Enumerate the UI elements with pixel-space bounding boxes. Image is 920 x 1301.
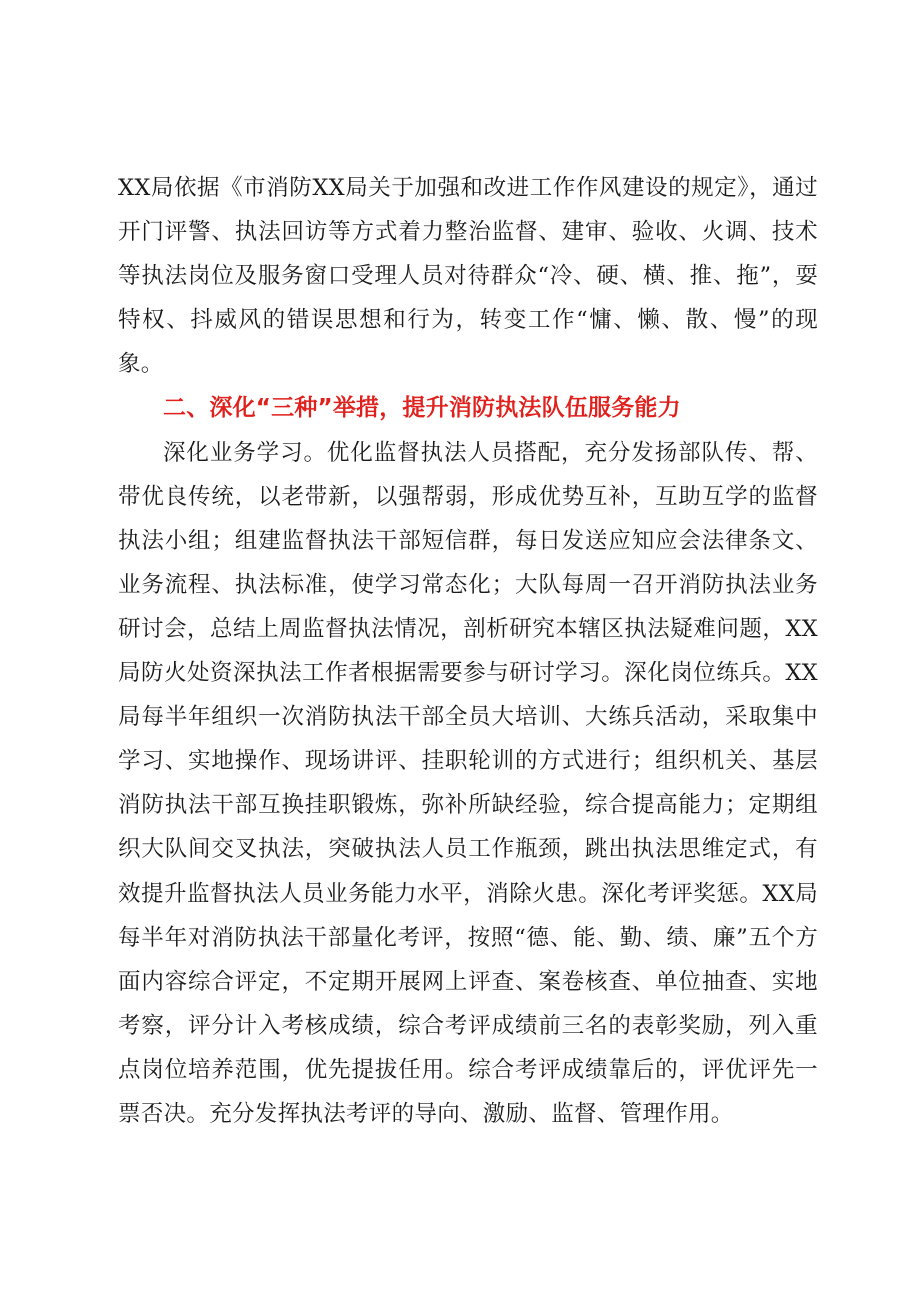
document-body (118, 166, 818, 1136)
paragraph-measures: 深化业务学习。优化监督执法人员搭配，充分发扬部队传、帮、带优良传统，以老带新，以强帮弱，形成优势互补，互助互学的监督执法小组；组建监督执法干部短信群，每日发送应知应会法律条文、业务流程、执法标准，使学习常态化；大队每周一召开消防执法业务研讨会，总结上周监督执法情况，剖析研究本辖区执法疑难问题，XX局防火处资深执法工作者根据需要参与研讨学习。深化岗位练兵。XX局每半年组织一次消防执法干部全员大培训、大练兵活动，采取集中学习、实地操作、现场讲评、挂职轮训的方式进行；组织机关、基层消防执法干部互换挂职锻炼，弥补所缺经验，综合提高能力；定期组织大队间交叉执法，突破执法人员工作瓶颈，跳出执法思维定式，有效提升监督执法人员业务能力水平，消除火患。深化考评奖惩。XX局每半年对消防执法干部量化考评，按照“德、能、勤、绩、廉”五个方面内容综合评定，不定期开展网上评查、案卷核查、单位抽查、实地考察，评分计入考核成绩，综合考评成绩前三名的表彰奖励，列入重点岗位培养范围，优先提拔任用。综合考评成绩靠后的，评优评先一票否决。充分发挥执法考评的导向、激励、监督、管理作用。 (118, 439, 818, 1127)
section-heading: 二、深化“三种”举措，提升消防执法队伍服务能力 (163, 395, 681, 422)
paragraph-intro: XX局依据《市消防XX局关于加强和改进工作作风建设的规定》，通过开门评警、执法回访等方式着力整治监督、建审、验收、火调、技术等执法岗位及服务窗口受理人员对待群众“冷、硬、横、推、拖”，耍特权、抖威风的错误思想和行为，转变工作“慵、懒、散、慢”的现象。 (118, 175, 818, 378)
